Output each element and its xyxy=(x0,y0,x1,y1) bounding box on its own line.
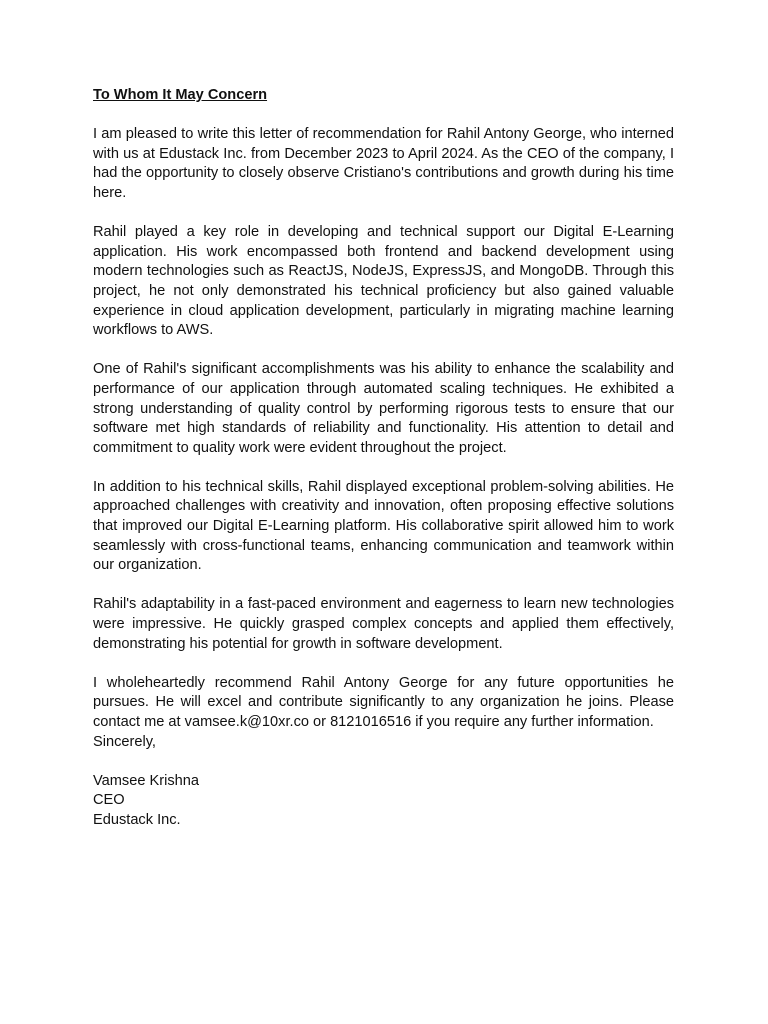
paragraph-adaptability: Rahil's adaptability in a fast-paced environment and eagerness to learn new technologies were impressive. He quickly grasped complex concepts and applied them effectively, demonstrating his potential for growth in software development. xyxy=(93,596,674,652)
paragraph-intro: I am pleased to write this letter of recommendation for Rahil Antony George, who interned with us at Edustack Inc. from December 2023 to April 2024. As the CEO of the company, I had the opportunity to closely observe Cristiano's contributions and growth during his time here. xyxy=(93,126,674,201)
paragraph-role: Rahil played a key role in developing and technical support our Digital E-Learning application. His work encompassed both frontend and backend development using modern technologies such as ReactJS, NodeJS, ExpressJS, and MongoDB. Through this project, he not only demonstrated his technical proficiency but also gained valuable experience in cloud application development, particularly in migrating machine learning workflows to AWS. xyxy=(93,224,674,339)
signature-block xyxy=(93,772,674,831)
paragraph-accomplishments: One of Rahil's significant accomplishments was his ability to enhance the scalability and performance of our application through automated scaling techniques. He exhibited a strong understanding of quality control by performing rigorous tests to ensure that our software met high standards of reliability and functionality. His attention to detail and commitment to quality work were evident throughout the project. xyxy=(93,361,674,456)
signature-title: CEO xyxy=(93,792,125,809)
signature-name: Vamsee Krishna xyxy=(93,772,199,789)
letter-closing: Sincerely, xyxy=(93,733,156,750)
letter-document xyxy=(93,86,674,831)
letter-heading: To Whom It May Concern xyxy=(93,87,268,103)
paragraph-skills: In addition to his technical skills, Rahil displayed exceptional problem-solving abilities. He approached challenges with creativity and innovation, often proposing effective solutions that improved our Digital E-Learning platform. His collaborative spirit allowed him to work seamlessly with cross-functional teams, enhancing communication and teamwork within our organization. xyxy=(93,478,674,574)
signature-company: Edustack Inc. xyxy=(93,811,181,828)
paragraph-recommendation: I wholeheartedly recommend Rahil Antony George for any future opportunities he pursues. He will excel and contribute significantly to any organization he joins. Please contact me at vamsee.k@10xr.co or 8121016516 if you require any further information. xyxy=(93,674,674,730)
